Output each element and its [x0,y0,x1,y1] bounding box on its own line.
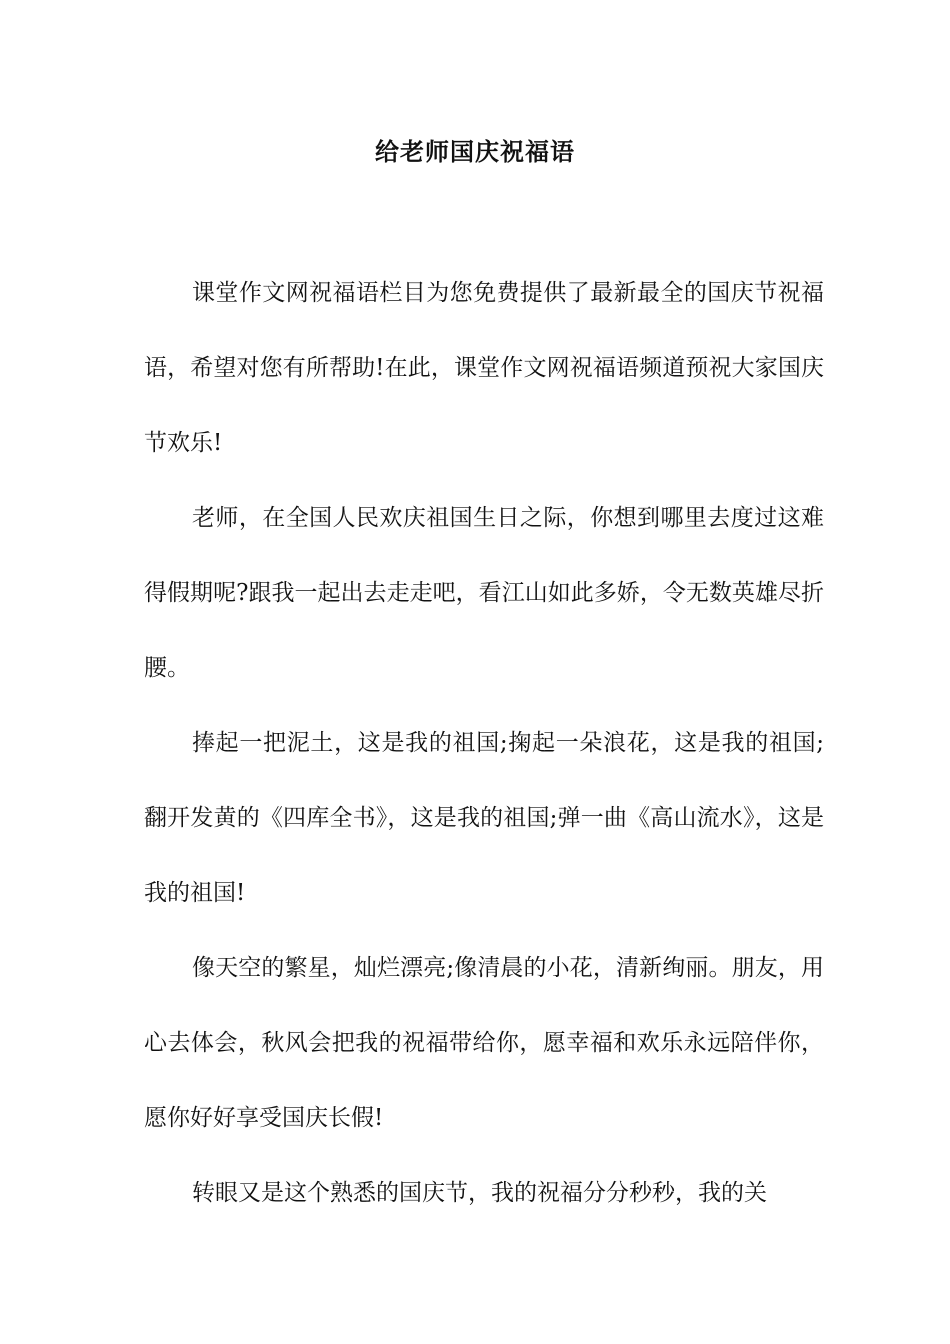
paragraph-5: 转眼又是这个熟悉的国庆节，我的祝福分分秒秒，我的关 [192,1180,767,1206]
document-title: 给老师国庆祝福语 [375,137,575,166]
paragraph-3: 捧起一把泥土，这是我的祖国;掬起一朵浪花，这是我的祖国;翻开发黄的《四库全书》，这是我的祖国;弹一曲《高山流水》，这是我的祖国! [144,730,824,906]
document-body [144,256,824,1231]
paragraph-2: 老师，在全国人民欢庆祖国生日之际，你想到哪里去度过这难得假期呢?跟我一起出去走走吧，看江山如此多娇，令无数英雄尽折腰。 [144,505,824,681]
paragraph-1: 课堂作文网祝福语栏目为您免费提供了最新最全的国庆节祝福语，希望对您有所帮助!在此，课堂作文网祝福语频道预祝大家国庆节欢乐! [144,280,824,456]
paragraph-4: 像天空的繁星，灿烂漂亮;像清晨的小花，清新绚丽。朋友，用心去体会，秋风会把我的祝福带给你，愿幸福和欢乐永远陪伴你，愿你好好享受国庆长假! [144,955,824,1131]
